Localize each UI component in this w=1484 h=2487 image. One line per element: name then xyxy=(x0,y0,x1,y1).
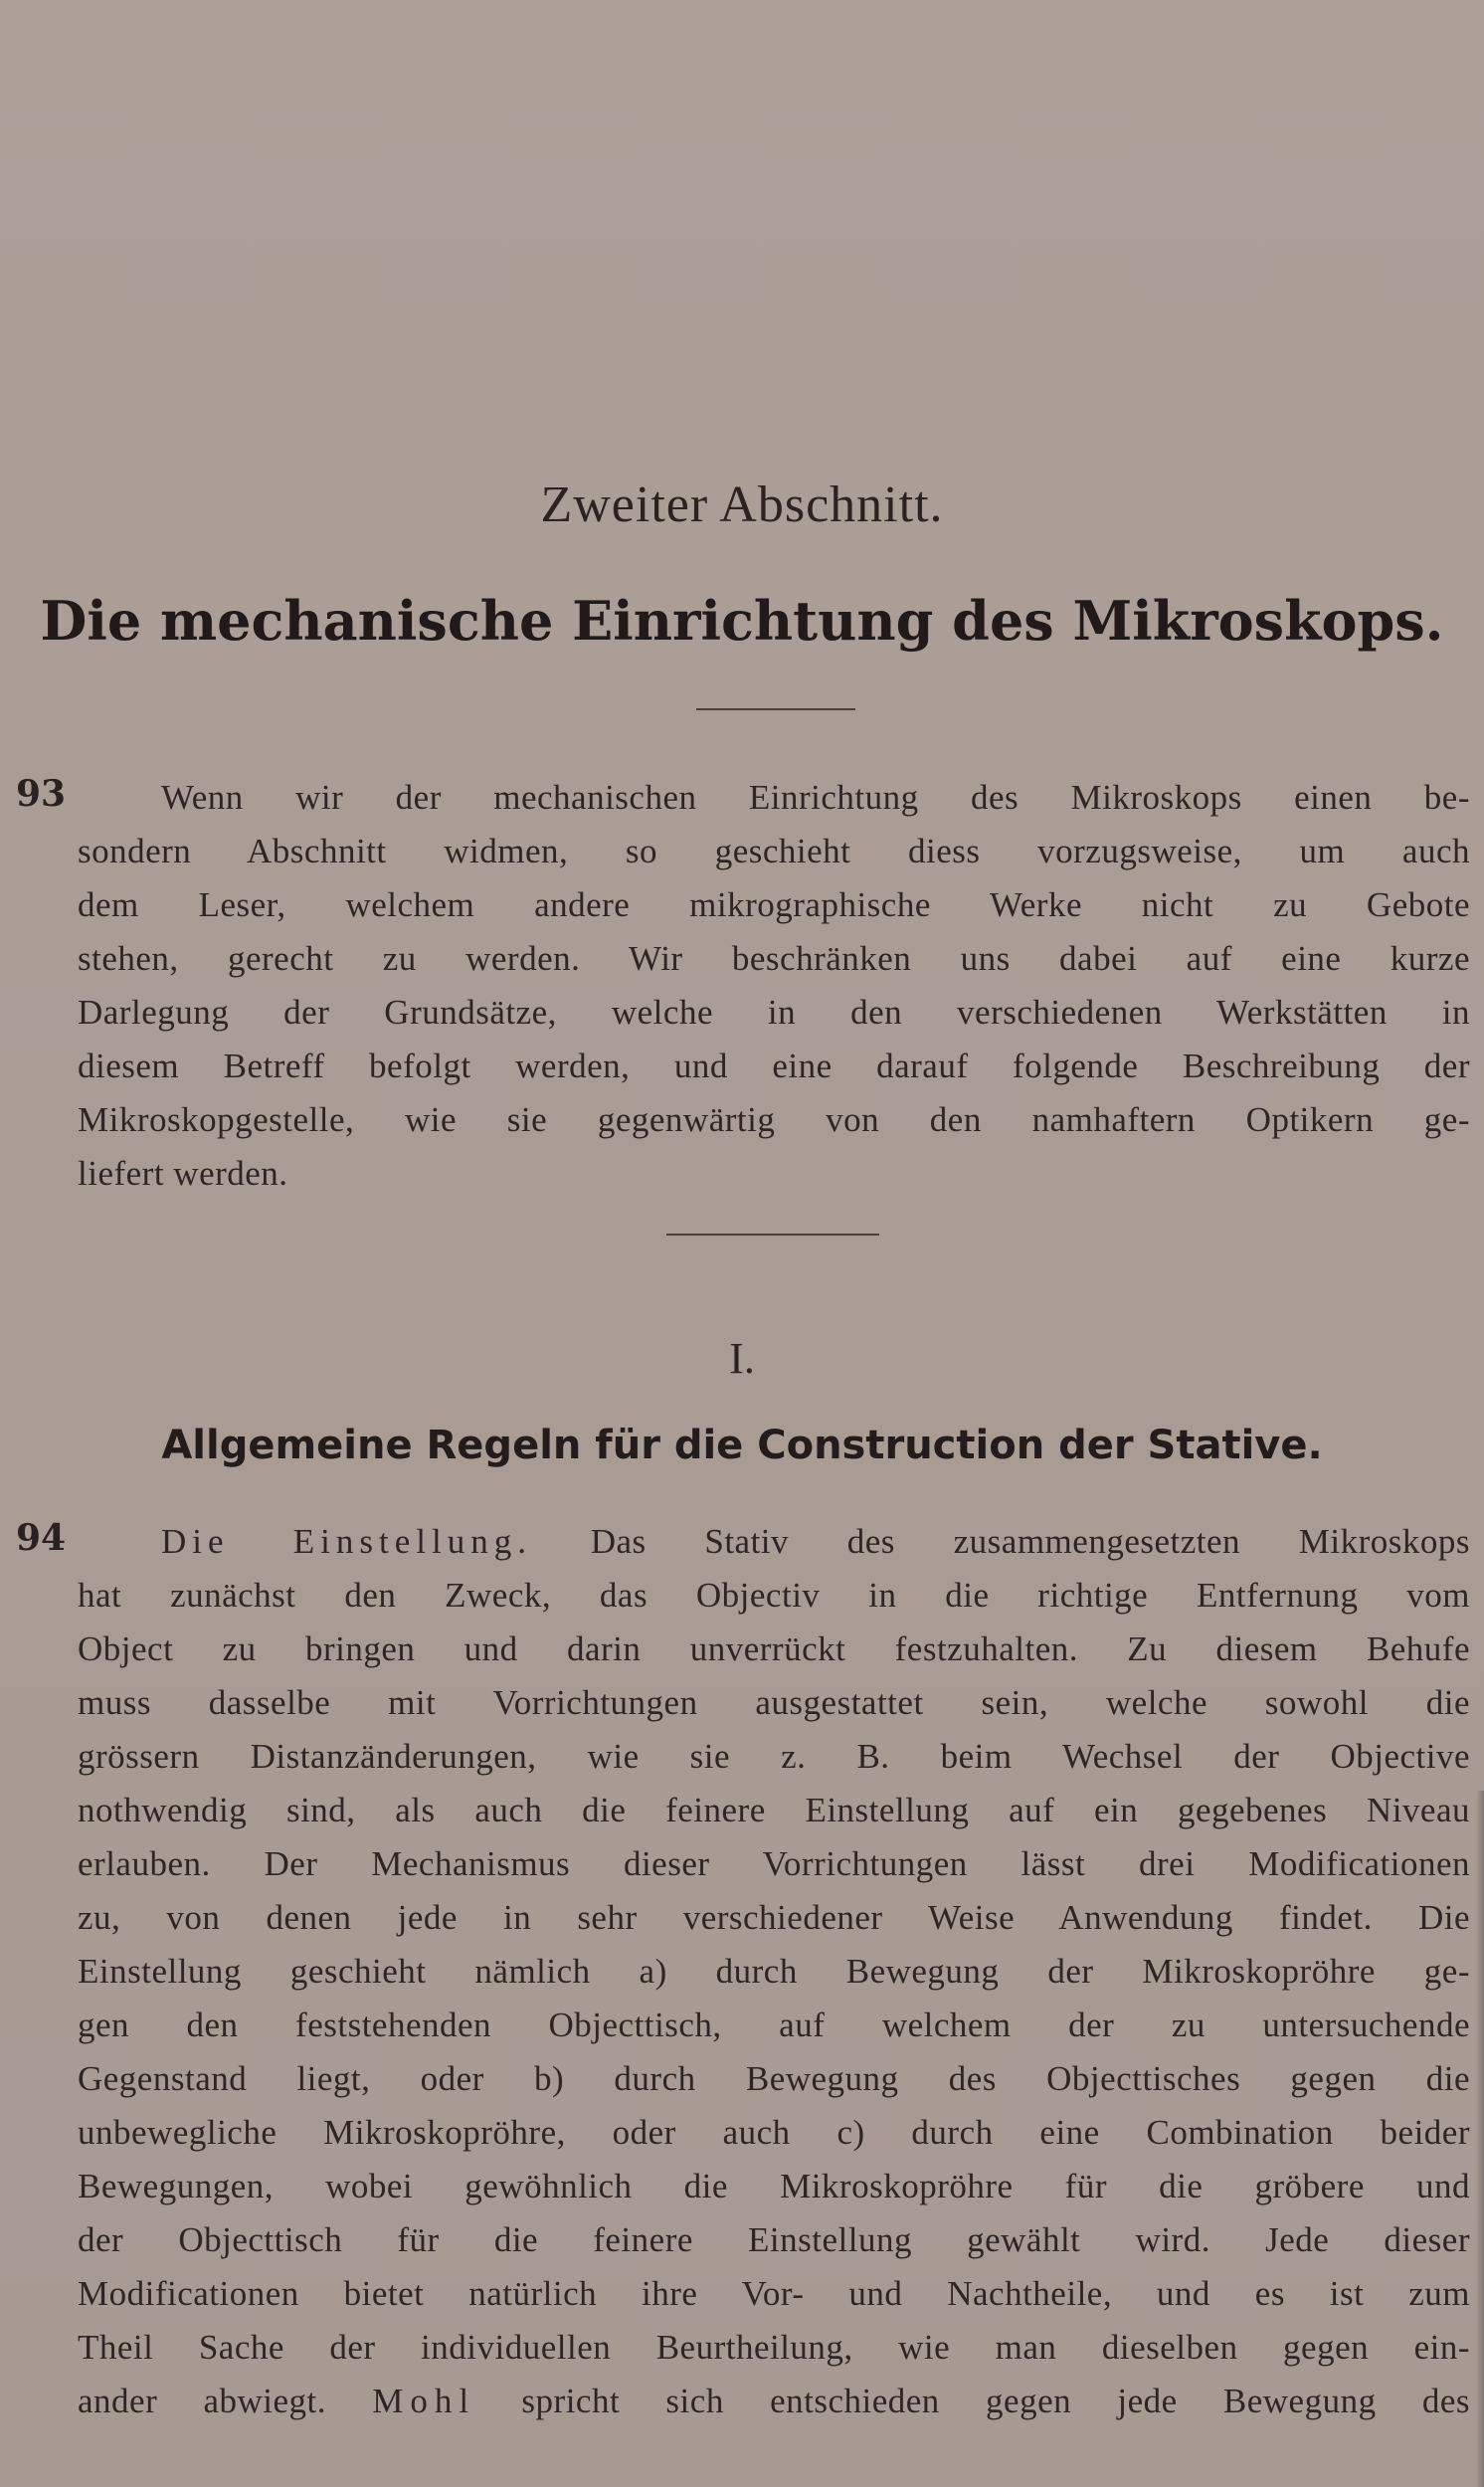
paragraph-94 xyxy=(16,1515,1471,2428)
text-line: zu, von denen jede in sehr verschiedener Weise Anwendung findet. Die xyxy=(78,1898,1470,1937)
text-line: der Objecttisch für die feinere Einstellung gewählt wird. Jede dieser xyxy=(78,2220,1470,2259)
text-line: muss dasselbe mit Vorrichtungen ausgestattet sein, welche sowohl die xyxy=(78,1683,1470,1722)
text-line: Wenn wir der mechanischen Einrichtung des Mikroskops einen be- xyxy=(161,778,1470,817)
text-line xyxy=(78,1515,1470,1569)
text-line: Mikroskopgestelle, wie sie gegenwärtig von den namhaftern Optikern ge- xyxy=(78,1100,1470,1139)
text-line: grössern Distanzänderungen, wie sie z. B. beim Wechsel der Objective xyxy=(78,1737,1470,1776)
paragraph-number: 94 xyxy=(16,1517,67,1559)
page-edge-shadow xyxy=(1476,1791,1484,2487)
part-title: Allgemeine Regeln für die Construction der Stative. xyxy=(161,1423,1323,1468)
text-fragment: spricht sich entschieden gegen jede Bewegung des xyxy=(521,2382,1471,2420)
text-line: stehen, gerecht zu werden. Wir beschränken uns dabei auf eine kurze xyxy=(78,939,1470,978)
text-line: liefert werden. xyxy=(78,1154,288,1193)
text-line: nothwendig sind, als auch die feinere Einstellung auf ein gegebenes Niveau xyxy=(78,1791,1470,1829)
text-line: Modificationen bietet natürlich ihre Vor- und Nachtheile, und es ist zum xyxy=(78,2274,1470,2313)
paragraph-number: 93 xyxy=(16,773,67,815)
text-line: Einstellung geschieht nämlich a) durch Bewegung der Mikroskopröhre ge- xyxy=(78,1952,1470,1991)
text-fragment: Das Stativ des zusammengesetzten Mikroskops xyxy=(590,1522,1470,1561)
section-heading: Zweiter Abschnitt. xyxy=(540,477,944,533)
lead-term: Die Einstellung. xyxy=(161,1522,532,1561)
text-line: Bewegungen, wobei gewöhnlich die Mikroskopröhre für die gröbere und xyxy=(78,2167,1470,2205)
part-numeral: I. xyxy=(729,1334,755,1383)
text-line: unbewegliche Mikroskopröhre, oder auch c) durch eine Combination beider xyxy=(78,2113,1470,2152)
text-line: Darlegung der Grundsätze, welche in den verschiedenen Werkstätten in xyxy=(78,993,1470,1032)
text-line: sondern Abschnitt widmen, so geschieht diess vorzugsweise, um auch xyxy=(78,832,1470,870)
text-line: Object zu bringen und darin unverrückt festzuhalten. Zu diesem Behufe xyxy=(78,1629,1470,1668)
chapter-title: Die mechanische Einrichtung des Mikroskops. xyxy=(40,589,1444,653)
text-line: Theil Sache der individuellen Beurtheilung, wie man dieselben gegen ein- xyxy=(78,2328,1470,2367)
text-line: dem Leser, welchem andere mikrographische Werke nicht zu Gebote xyxy=(78,885,1470,924)
text-fragment: ander abwiegt. xyxy=(78,2382,327,2420)
text-line: Gegenstand liegt, oder b) durch Bewegung des Objecttisches gegen die xyxy=(78,2059,1470,2098)
text-line: gen den feststehenden Objecttisch, auf welchem der zu untersuchende xyxy=(78,2006,1470,2044)
text-line: erlauben. Der Mechanismus dieser Vorrichtungen lässt drei Modificationen xyxy=(78,1844,1470,1883)
paragraph-93 xyxy=(16,771,1470,1201)
divider-rule xyxy=(666,1234,879,1236)
text-line xyxy=(78,2375,1470,2428)
text-line: hat zunächst den Zweck, das Objectiv in die richtige Entfernung vom xyxy=(78,1576,1470,1615)
text-line: diesem Betreff befolgt werden, und eine darauf folgende Beschreibung der xyxy=(78,1047,1470,1085)
divider-rule xyxy=(696,708,855,710)
author-name: Mohl xyxy=(372,2382,476,2420)
